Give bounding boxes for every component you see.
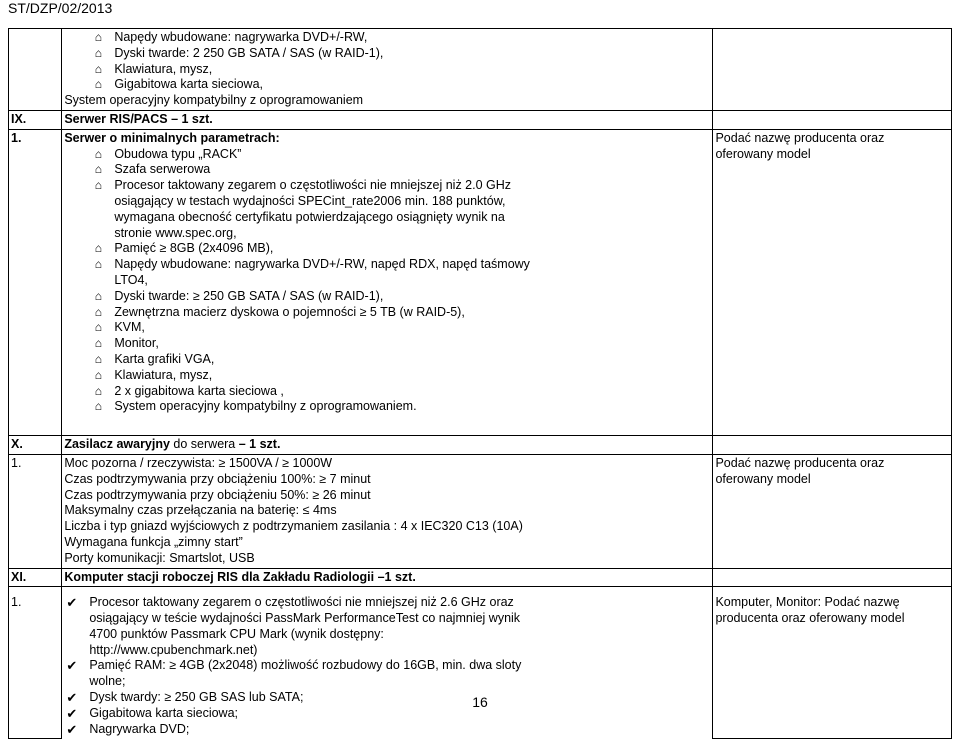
bullet-icon: ⌂ [94, 257, 102, 272]
spec-table [8, 28, 952, 739]
list-item: ⌂ Gigabitowa karta sieciowa, [64, 77, 710, 93]
list-tail: System operacyjny kompatybilny z oprogramowaniem [64, 93, 364, 108]
bullet-icon: ⌂ [94, 367, 102, 382]
list-item: ⌂ Pamięć ≥ 8GB (2x4096 MB), [64, 241, 710, 257]
item-number: 1. [9, 454, 62, 568]
checkmark-icon: ✔ [66, 595, 78, 611]
spec-line: Moc pozorna / rzeczywista: ≥ 1500VA / ≥ 1000W [64, 455, 333, 470]
list-item: ⌂ Szafa serwerowa [64, 162, 710, 178]
bullet-icon: ⌂ [94, 61, 102, 76]
list-item: ⌂ Napędy wbudowane: nagrywarka DVD+/-RW, napęd RDX, napęd taśmowy LTO4, [64, 257, 710, 289]
item-heading: Serwer o minimalnych parametrach: [64, 130, 280, 145]
table-row [9, 454, 952, 568]
checkmark-icon: ✔ [66, 705, 78, 721]
note-cell [713, 436, 952, 455]
page-number: 16 [472, 694, 488, 710]
table-row [9, 129, 952, 435]
item-number: 1. [9, 587, 62, 739]
spec-line: Porty komunikacji: Smartslot, USB [64, 550, 255, 565]
desc-cell [62, 454, 713, 568]
section-number: X. [9, 436, 62, 455]
note-cell: Komputer, Monitor: Podać nazwę producenta oraz oferowany model [713, 587, 952, 739]
note-cell: Podać nazwę producenta oraz oferowany model [713, 129, 952, 435]
bullet-icon: ⌂ [94, 45, 102, 60]
bullet-icon: ⌂ [94, 241, 102, 256]
bullet-icon: ⌂ [94, 336, 102, 351]
bullet-icon: ⌂ [94, 77, 102, 92]
list-item: ⌂ Obudowa typu „RACK” [64, 147, 710, 163]
section-title: Serwer RIS/PACS – 1 szt. [62, 110, 713, 129]
bullet-icon: ⌂ [94, 146, 102, 161]
bullet-icon: ⌂ [94, 162, 102, 177]
item-number: 1. [9, 129, 62, 435]
list-item: ⌂ Procesor taktowany zegarem o częstotliwości nie mniejszej niż 2.0 GHz osiągający w testach wydajności SPECint_rate2006 min. 188 punktów, wymagana obecność certyfikatu potwierdzającego osiągnięty wynik na stronie www.spec.org, [64, 178, 710, 241]
note-cell: Podać nazwę producenta oraz oferowany model [713, 454, 952, 568]
document-id: ST/DZP/02/2013 [8, 0, 113, 16]
note-cell [713, 110, 952, 129]
list-item: ⌂ Klawiatura, mysz, [64, 62, 710, 78]
bullet-icon: ⌂ [94, 30, 102, 44]
num-cell [9, 29, 62, 111]
spec-line: Czas podtrzymywania przy obciążeniu 100%: ≥ 7 minut [64, 471, 371, 486]
note-cell [713, 568, 952, 587]
section-header-row [9, 568, 952, 587]
spec-line: Liczba i typ gniazd wyjściowych z podtrzymaniem zasilania : 4 x IEC320 C13 (10A) [64, 519, 523, 534]
list-item: ✔ Dysk twardy: ≥ 250 GB SAS lub SATA; [66, 690, 304, 706]
desc-cell [62, 29, 713, 111]
spec-lines [64, 456, 710, 567]
bullet-icon: ⌂ [94, 320, 102, 335]
section-title: Komputer stacji roboczej RIS dla Zakładu Radiologii –1 szt. [62, 568, 713, 587]
list-item: ⌂ Dyski twarde: ≥ 250 GB SATA / SAS (w RAID-1), [64, 289, 710, 305]
spec-line: Czas podtrzymywania przy obciążeniu 50%: ≥ 26 minut [64, 487, 371, 502]
checkmark-icon: ✔ [66, 658, 78, 674]
spec-line: Wymagana funkcja „zimny start” [64, 534, 243, 549]
section-header-row [9, 436, 952, 455]
bullet-icon: ⌂ [94, 178, 102, 193]
table-row [9, 587, 952, 739]
section-number: IX. [9, 110, 62, 129]
section-header-row [9, 110, 952, 129]
list-item: ⌂ KVM, [64, 320, 710, 336]
bullet-list [64, 147, 710, 416]
section-title: Zasilacz awaryjny do serwera – 1 szt. [62, 436, 713, 455]
list-item: ⌂ Napędy wbudowane: nagrywarka DVD+/-RW, [64, 30, 710, 46]
bullet-icon: ⌂ [94, 304, 102, 319]
bullet-icon: ⌂ [94, 383, 102, 398]
bullet-icon: ⌂ [94, 351, 102, 366]
list-item: ⌂ System operacyjny kompatybilny z oprogramowaniem. [64, 399, 710, 415]
desc-cell [62, 587, 713, 739]
bullet-list [64, 30, 710, 93]
bullet-icon: ⌂ [94, 399, 102, 414]
table-row [9, 29, 952, 111]
note-cell [713, 29, 952, 111]
spec-line: Maksymalny czas przełączania na baterię: ≤ 4ms [64, 503, 337, 518]
desc-cell [62, 129, 713, 435]
list-item: ⌂ 2 x gigabitowa karta sieciowa , [64, 384, 710, 400]
list-item: ⌂ Zewnętrzna macierz dyskowa o pojemności ≥ 5 TB (w RAID-5), [64, 305, 710, 321]
list-item: ✔ Pamięć RAM: ≥ 4GB (2x2048) możliwość rozbudowy do 16GB, min. dwa sloty wolne; [66, 658, 522, 689]
checkmark-icon: ✔ [66, 721, 78, 737]
list-item: ✔ Procesor taktowany zegarem o częstotliwości nie mniejszej niż 2.6 GHz oraz osiągający w teście wydajności PassMark PerformanceTest co najmniej wynik 4700 punktów Passmark CPU Mark (wynik dostępny: http://www.cpubenchmark.net) [66, 595, 521, 657]
checkmark-icon: ✔ [66, 690, 78, 706]
section-number: XI. [9, 568, 62, 587]
bullet-icon: ⌂ [94, 288, 102, 303]
list-item: ⌂ Dyski twarde: 2 250 GB SATA / SAS (w RAID-1), [64, 46, 710, 62]
list-item: ⌂ Monitor, [64, 336, 710, 352]
list-item: ⌂ Klawiatura, mysz, [64, 368, 710, 384]
list-item: ✔ Gigabitowa karta sieciowa; [66, 705, 239, 721]
list-item: ✔ Nagrywarka DVD; [66, 721, 190, 737]
list-item: ⌂ Karta grafiki VGA, [64, 352, 710, 368]
check-list [64, 595, 710, 737]
